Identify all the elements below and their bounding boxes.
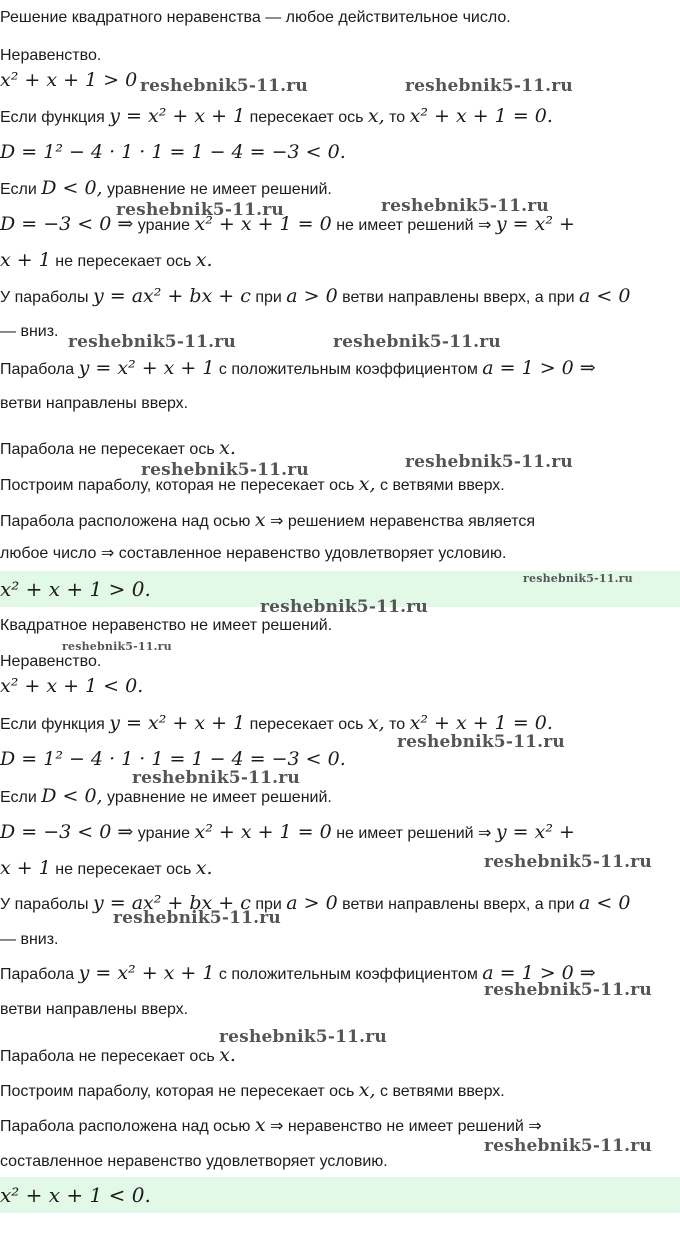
build-parabola-line: Построим параболу, которая не пересекает ось x, с ветвями вверх.	[0, 473, 505, 495]
inequality-formula-2: x² + x + 1 < 0.	[0, 675, 144, 697]
no-roots-line: D = −3 < 0 ⇒ урание x² + x + 1 = 0 не имеет решений ⇒ y = x² +	[0, 213, 575, 235]
watermark: reshebnik5-11.ru	[397, 732, 565, 752]
no-intersection-statement: Парабола не пересекает ось x.	[0, 437, 236, 459]
conclusion-line-2: Парабола расположена над осью x ⇒ неравенство не имеет решений ⇒	[0, 1114, 542, 1136]
watermark: reshebnik5-11.ru	[333, 332, 501, 352]
conclusion-line: Парабола расположена над осью x ⇒ решением неравенства является	[0, 509, 536, 531]
section-title: Решение квадратного неравенства — любое действительное число.	[0, 9, 511, 26]
watermark: reshebnik5-11.ru	[523, 572, 633, 585]
no-intersection-line-2: x + 1 не пересекает ось x.	[0, 857, 213, 879]
discriminant-formula: D = 1² − 4 · 1 · 1 = 1 − 4 = −3 < 0.	[0, 141, 346, 163]
watermark: reshebnik5-11.ru	[484, 1136, 652, 1156]
no-intersection-statement-2: Парабола не пересекает ось x.	[0, 1044, 236, 1066]
branches-up-line: ветви направлены вверх.	[0, 395, 189, 412]
intersection-condition: Если функция y = x² + x + 1 пересекает ось x, то x² + x + 1 = 0.	[0, 105, 553, 127]
answer-box: x² + x + 1 > 0.	[0, 571, 680, 607]
discriminant-formula-2: D = 1² − 4 · 1 · 1 = 1 − 4 = −3 < 0.	[0, 748, 346, 770]
positive-coefficient-line: Парабола y = x² + x + 1 с положительным коэффициентом a = 1 > 0 ⇒	[0, 357, 596, 379]
intersection-condition-2: Если функция y = x² + x + 1 пересекает ось x, то x² + x + 1 = 0.	[0, 712, 553, 734]
watermark: reshebnik5-11.ru	[405, 76, 573, 96]
watermark: reshebnik5-11.ru	[484, 852, 652, 872]
watermark: reshebnik5-11.ru	[62, 640, 172, 653]
no-intersection-line: x + 1 не пересекает ось x.	[0, 249, 213, 271]
watermark: reshebnik5-11.ru	[381, 196, 549, 216]
watermark: reshebnik5-11.ru	[141, 460, 309, 480]
watermark: reshebnik5-11.ru	[132, 768, 300, 788]
parabola-rule-2: У параболы y = ax² + bx + c при a > 0 ветви направлены вверх, а при a < 0	[0, 892, 631, 914]
parabola-rule-cont-2: — вниз.	[0, 931, 59, 948]
parabola-rule-cont: — вниз.	[0, 323, 59, 340]
watermark: reshebnik5-11.ru	[116, 200, 284, 220]
discriminant-condition: Если D < 0, уравнение не имеет решений.	[0, 177, 332, 199]
branches-up-line-2: ветви направлены вверх.	[0, 1001, 189, 1018]
conclusion-line-cont-2: составленное неравенство удовлетворяет условию.	[0, 1153, 388, 1170]
watermark: reshebnik5-11.ru	[68, 332, 236, 352]
parabola-rule: У параболы y = ax² + bx + c при a > 0 ветви направлены вверх, а при a < 0	[0, 285, 631, 307]
positive-coefficient-line-2: Парабола y = x² + x + 1 с положительным коэффициентом a = 1 > 0 ⇒	[0, 962, 596, 984]
watermark: reshebnik5-11.ru	[113, 908, 281, 928]
build-parabola-line-2: Построим параболу, которая не пересекает ось x, с ветвями вверх.	[0, 1079, 505, 1101]
inequality-label-2: Неравенство.	[0, 653, 102, 670]
conclusion-line-cont: любое число ⇒ составленное неравенство удовлетворяет условию.	[0, 545, 507, 562]
watermark: reshebnik5-11.ru	[484, 980, 652, 1000]
section-title-2: Квадратное неравенство не имеет решений.	[0, 617, 333, 634]
watermark: reshebnik5-11.ru	[405, 452, 573, 472]
watermark: reshebnik5-11.ru	[219, 1027, 387, 1047]
inequality-formula: x² + x + 1 > 0	[0, 69, 138, 91]
discriminant-condition-2: Если D < 0, уравнение не имеет решений.	[0, 785, 332, 807]
inequality-label: Неравенство.	[0, 47, 102, 64]
watermark: reshebnik5-11.ru	[140, 76, 308, 96]
answer-box-2: x² + x + 1 < 0.	[0, 1177, 680, 1213]
no-roots-line-2: D = −3 < 0 ⇒ урание x² + x + 1 = 0 не имеет решений ⇒ y = x² +	[0, 821, 575, 843]
watermark: reshebnik5-11.ru	[260, 597, 428, 617]
